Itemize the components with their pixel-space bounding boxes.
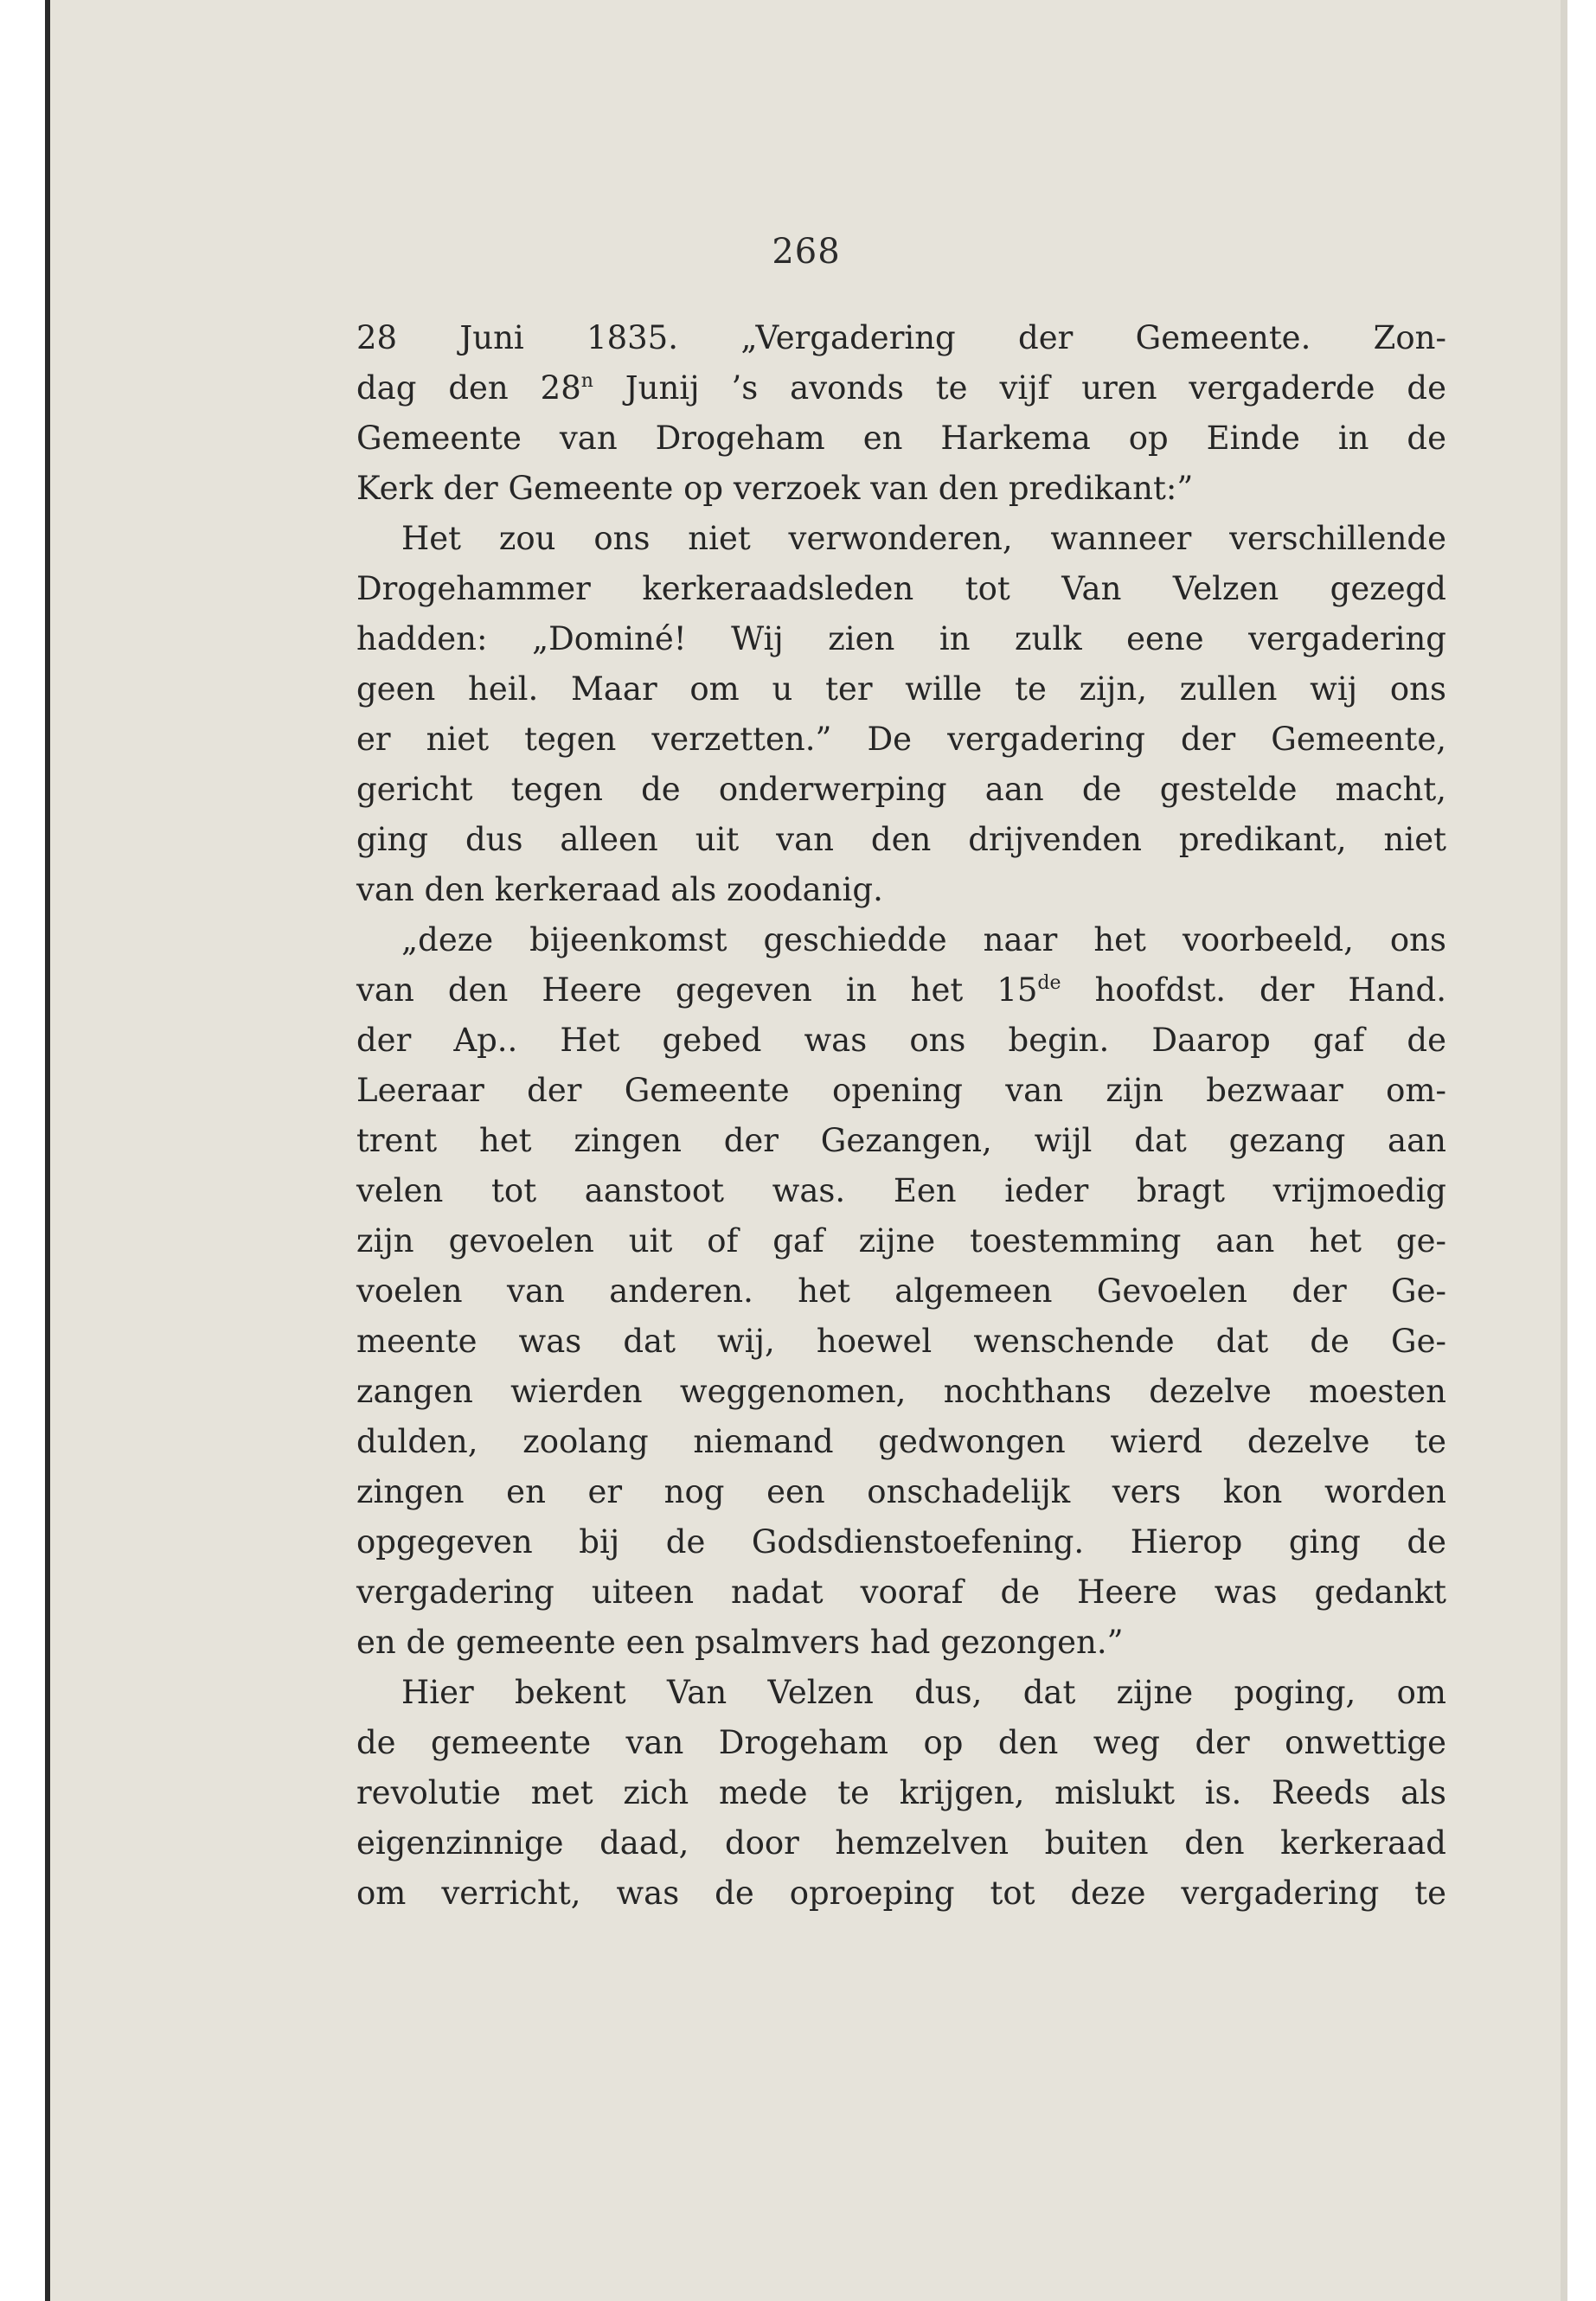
text-line: en de gemeente een psalmvers had gezongen.” [356, 1624, 1124, 1661]
superscript: n [580, 370, 593, 392]
text-line: Kerk der Gemeente op verzoek van den predikant:” [356, 470, 1194, 507]
text-line: Hier bekent Van Velzen dus, dat zijne poging, om [401, 1674, 1446, 1711]
text-line: Gemeente van Drogeham en Harkema op Einde in de [356, 420, 1446, 457]
text-line: voelen van anderen. het algemeen Gevoelen der Ge- [356, 1272, 1446, 1310]
text-line: eigenzinnige daad, door hemzelven buiten den kerkeraad [356, 1824, 1446, 1862]
text-line: Het zou ons niet verwonderen, wanneer verschillende [401, 520, 1446, 557]
superscript: de [1037, 972, 1061, 994]
body-text [356, 313, 1446, 1919]
text-line: vergadering uiteen nadat vooraf de Heere was gedankt [356, 1574, 1446, 1611]
text-line: „deze bijeenkomst geschiedde naar het voorbeeld, ons [401, 921, 1446, 958]
text-line: opgegeven bij de Godsdienstoefening. Hierop ging de [356, 1523, 1446, 1561]
text-line: meente was dat wij, hoewel wenschende dat de Ge- [356, 1323, 1446, 1360]
text-line: hadden: „Dominé! Wij zien in zulk eene vergadering [356, 620, 1446, 657]
text-line: van den Heere gegeven in het 15de hoofdst. der Hand. [356, 971, 1446, 1009]
text-line: Drogehammer kerkeraadsleden tot Van Velzen gezegd [356, 570, 1446, 607]
book-page [45, 0, 1567, 2301]
text-line: der Ap.. Het gebed was ons begin. Daarop gaf de [356, 1022, 1446, 1059]
scan-edge-left [45, 0, 50, 2301]
text-line: om verricht, was de oproeping tot deze vergadering te [356, 1875, 1446, 1912]
text-line: er niet tegen verzetten.” De vergadering der Gemeente, [356, 721, 1446, 758]
text-line: zijn gevoelen uit of gaf zijne toestemming aan het ge- [356, 1222, 1446, 1259]
text-line: van den kerkeraad als zoodanig. [356, 871, 883, 908]
text-line: ging dus alleen uit van den drijvenden predikant, niet [356, 821, 1446, 858]
text-line: dag den 28$^n$ Junij ’s avonds te vijf uren vergaderde de [356, 369, 1446, 407]
page-number: 268 [772, 232, 841, 272]
text-line: gericht tegen de onderwerping aan de gestelde macht, [356, 771, 1446, 808]
text-line: trent het zingen der Gezangen, wijl dat gezang aan [356, 1122, 1446, 1159]
text-line: velen tot aanstoot was. Een ieder bragt vrijmoedig [356, 1172, 1446, 1209]
text-line: revolutie met zich mede te krijgen, mislukt is. Reeds als [356, 1774, 1446, 1811]
scan-edge-right [1561, 0, 1567, 2301]
text-line: zangen wierden weggenomen, nochthans dezelve moesten [356, 1373, 1446, 1410]
text-line: de gemeente van Drogeham op den weg der onwettige [356, 1724, 1446, 1761]
text-line: Leeraar der Gemeente opening van zijn bezwaar om- [356, 1072, 1446, 1109]
text-line: dulden, zoolang niemand gedwongen wierd dezelve te [356, 1423, 1446, 1460]
text-line: zingen en er nog een onschadelijk vers kon worden [356, 1473, 1446, 1510]
text-line: geen heil. Maar om u ter wille te zijn, zullen wij ons [356, 670, 1446, 708]
text-line: 28 Juni 1835. „Vergadering der Gemeente. Zon- [356, 319, 1446, 356]
